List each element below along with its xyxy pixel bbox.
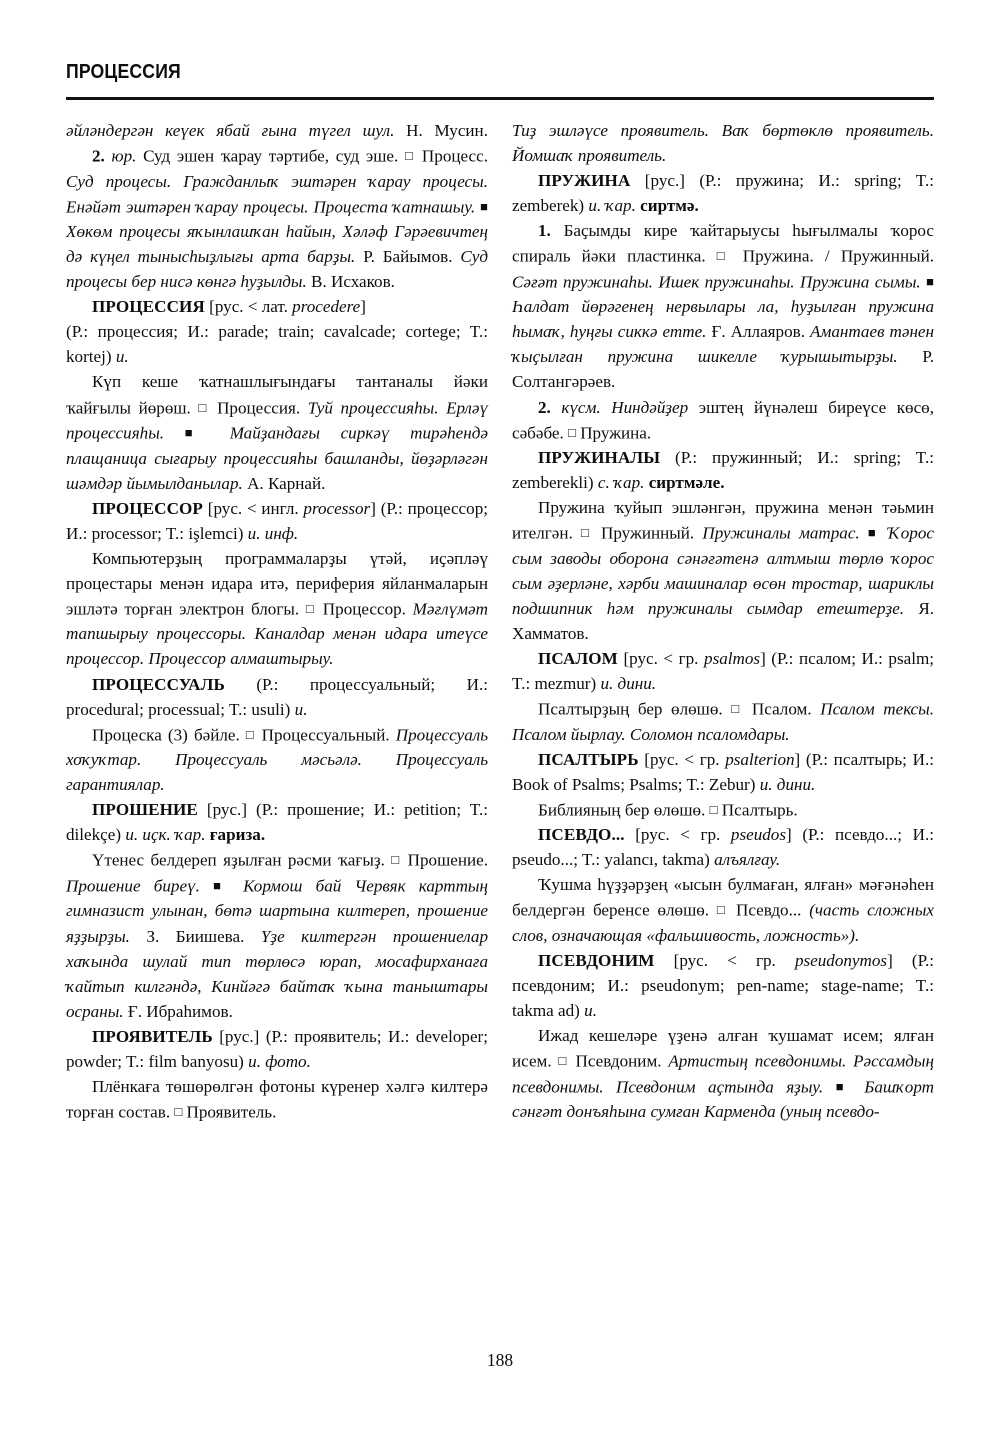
continuation-paragraph: әйләндергән кеүек ябай ғына түгел шул. Н. Мусин. bbox=[66, 121, 488, 140]
filled-square-marker bbox=[836, 1077, 852, 1096]
headword: ПРУЖИНА bbox=[538, 171, 631, 191]
entry-psaltyr: ПСАЛТЫРЬ [рус. < гр. psalterion] (Р.: псалтырь; И.: Book of Psalms; Psalms; T.: Zebur) и. дини. bbox=[512, 749, 934, 794]
headword: ПРУЖИНАЛЫ bbox=[538, 448, 661, 468]
right-column bbox=[512, 118, 934, 1333]
entry-proyavitel: ПРОЯВИТЕЛЬ [рус.] (Р.: проявитель; И.: developer; powder; T.: film banyosu) и. фото. bbox=[66, 1026, 488, 1071]
headword: ПРОШЕНИЕ bbox=[92, 800, 198, 820]
headword: ПСАЛОМ bbox=[538, 648, 618, 668]
entry-protsessual-definition: Процеска (3) бәйле. □ Процессуальный. Процессуаль хоҡуҡтар. Процессуаль мәсьәлә. Процессуаль гарантиялар. bbox=[66, 722, 488, 798]
headword: ПСЕВДО... bbox=[538, 825, 625, 845]
entry-psaltyr-definition: Библияның бер өлөшө. □ Псалтырь. bbox=[512, 797, 934, 823]
entry-proshenie: ПРОШЕНИЕ [рус.] (Р.: прошение; И.: petition; T.: dilekçe) и. иҫк. ҡар. ғариза. bbox=[66, 800, 488, 845]
headword: ПРОЦЕССОР bbox=[92, 498, 203, 518]
entry-proshenie-definition: Үтенес белдереп яҙылған рәсми ҡағыҙ. □ Прошение. Прошение биреү. ■ Кормош бай Червяк карттың гимназист улынан, бөтә шартына килтереп, прошение яҙҙырҙы. З. Биишева. Үҙе килтергән прошениелар хаҡында шулай тип төрлөсә юрап, мосафирханаға ҡайтып килгәндә, Кинйәгә байтаҡ ҡына таныштары осраны. Ғ. Ибраһимов. bbox=[66, 847, 488, 1023]
open-square-marker bbox=[710, 800, 718, 819]
open-square-marker bbox=[581, 524, 593, 543]
entry-psevdo: ПСЕВДО... [рус. < гр. pseudos] (Р.: псевдо...; И.: pseudo...; T.: yalancı, takma) алъялғау. bbox=[512, 825, 934, 870]
entry-proyavitel-definition: Плёнкаға төшөрөлгән фотоны күренер хәлгә килтерә торған состав. □ Проявитель. bbox=[66, 1074, 488, 1125]
entry-pruzhina-sense-1: 1. Баҫымды кире ҡайтарыусы һығылмалы ҡорос спираль йәки пластинка. □ Пружина. / Пружинный. Сәғәт пружинаһы. Ишек пружинаһы. Пружина сымы. ■ Һалдат йөрәгенең нервылары ла, һуҙылған пружина һымаҡ, һуңғы сиккә етте. Ғ. Аллаяров. Амантаев тәнен ҡыҫылған пружина шикелле ҡурышытырҙы. Р. Солтангәрәев. bbox=[512, 218, 934, 394]
two-column-body bbox=[66, 118, 934, 1333]
headword: ПСАЛТЫРЬ bbox=[538, 749, 639, 769]
open-square-marker bbox=[731, 700, 743, 719]
entry-protsessor-definition: Компьютерҙың программаларҙы үтәй, иҫәпләү процестары менән идара итә, периферия яйланмаларын эшләтә торған электрон блогы. □ Процессор. Мәғлүмәт тапшырыу процессоры. Каналдар менән идара итеүсе процессор. Процессор алмаштырыу. bbox=[66, 546, 488, 672]
headword: ПРОЦЕССУАЛЬ bbox=[92, 674, 225, 694]
entry-protsessual: ПРОЦЕССУАЛЬ (Р.: процессуальный; И.: procedural; processual; T.: usuli) и. bbox=[66, 674, 488, 719]
entry-pruzhinaly: ПРУЖИНАЛЫ (Р.: пружинный; И.: spring; T.: zemberekli) с. ҡар. сиртмәле. bbox=[512, 448, 934, 493]
entry-protsessiya-definition: Күп кеше ҡатнашлығындағы тантаналы йәки ҡайғылы йөрөш. □ Процессия. Туй процессияһы. Ерләү процессияһы. ■ Майҙандағы сиркәү тирәһендә плащаница сығарыу процессияһы башланды, йөҙәрләгән шәмдәр йымылданылар. А. Карнай. bbox=[66, 369, 488, 495]
entry-pruzhina: ПРУЖИНА [рус.] (Р.: пружина; И.: spring; T.: zemberek) и. ҡар. сиртмә. bbox=[512, 171, 934, 216]
headword: ПСЕВДОНИМ bbox=[538, 951, 655, 971]
entry-psevdonim-definition: Ижад кешеләре үҙенә алған ҡушамат исем; ялған исем. □ Псевдоним. Артистың псевдонимы. Рәссамдың псевдонимы. Псевдоним аҫтында яҙыу. ■ Башҡорт сәнғәт донъяһына сумған Карменда (уның псевдо- bbox=[512, 1023, 934, 1124]
page-number: 188 bbox=[486, 1350, 514, 1370]
entry-protsessor: ПРОЦЕССОР [рус. < ингл. processor] (Р.: процессор; И.: processor; T.: işlemci) и. инф. bbox=[66, 498, 488, 543]
entry-pruzhina-sense-2: 2. күсм. Ниндәйҙер эштең йүнәлеш биреүсе көсө, сәбәбе. □ Пружина. bbox=[512, 395, 934, 446]
filled-square-marker bbox=[213, 876, 230, 895]
left-column bbox=[66, 118, 488, 1333]
open-square-marker bbox=[558, 1052, 568, 1071]
open-square-marker bbox=[198, 398, 209, 417]
entry-psalom: ПСАЛОМ [рус. < гр. psalmos] (Р.: псалом; И.: psalm; T.: mezmur) и. дини. bbox=[512, 648, 934, 694]
running-head: ПРОЦЕССИЯ bbox=[66, 60, 181, 83]
open-square-marker bbox=[568, 423, 576, 442]
entry-psalom-definition: Псалтырҙың бер өлөшө. □ Псалом. Псалом тексы. Псалом йырлау. Соломон псаломдары. bbox=[512, 696, 934, 747]
open-square-marker bbox=[391, 851, 401, 870]
filled-square-marker bbox=[480, 197, 488, 216]
filled-square-marker bbox=[868, 524, 880, 543]
entry-pruzhinaly-definition: Пружина ҡуйып эшләнгән, пружина менән тәьмин ителгән. □ Пружинный. Пружиналы матрас. ■ Ҡорос сым заводы оборона сәнәғәтенә алтмыш төрлө ҡорос сым әҙерләне, хәрби машиналар өсөн тростар, шариклы подшипник һәм пружиналы сымдар етештерҙе. Я. Хамматов. bbox=[512, 495, 934, 646]
continuation-proyavitel-examples: Тиҙ эшләүсе проявитель. Ваҡ бөртөклө проявитель. Йомшаҡ проявитель. bbox=[512, 121, 934, 166]
sense-2-protsess: 2. юр. Суд эшен ҡарау тәртибе, суд эше. □ Процесс. Суд процесы. Гражданлыҡ эштәрен ҡарау процесы. Енәйәт эштәрен ҡарау процесы. Процеста ҡатнашыу. ■ Хөкөм процесы яҡынлашҡан һайын, Хәләф Гәрәевичтең дә күңел тынысһыҙлығы арта барҙы. Р. Байымов. Суд процесы бер нисә көнгә һуҙылды. В. Исхаков. bbox=[66, 143, 488, 294]
entry-protsessiya: ПРОЦЕССИЯ [рус. < лат. procedere] (Р.: процессия; И.: parade; train; cavalcade; cortege; T.: kortej) и. bbox=[66, 297, 488, 367]
headword: ПРОЦЕССИЯ bbox=[92, 297, 205, 317]
open-square-marker bbox=[246, 725, 256, 744]
open-square-marker bbox=[306, 599, 316, 618]
entry-psevdo-definition: Ҡушма һүҙҙәрҙең «ысын булмаған, ялған» мәғәнәһен белдергән беренсе өлөшө. □ Псевдо... (часть сложных слов, означающая «фальшивость, ложность»). bbox=[512, 872, 934, 948]
headword: ПРОЯВИТЕЛЬ bbox=[92, 1026, 213, 1046]
open-square-marker bbox=[405, 147, 415, 166]
entry-psevdonim: ПСЕВДОНИМ [рус. < гр. pseudonymos] (Р.: псевдоним; И.: pseudonym; pen-name; stage-name; T.: takma ad) и. bbox=[512, 951, 934, 1021]
open-square-marker bbox=[717, 901, 728, 920]
open-square-marker bbox=[717, 247, 732, 266]
open-square-marker bbox=[174, 1102, 182, 1121]
filled-square-marker bbox=[185, 424, 209, 443]
header-rule bbox=[66, 97, 934, 100]
filled-square-marker bbox=[926, 272, 934, 291]
